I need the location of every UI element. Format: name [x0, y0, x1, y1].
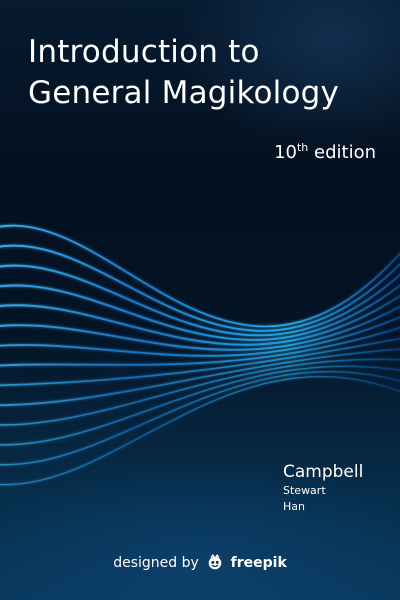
credit-prefix: designed by: [113, 555, 199, 571]
edition-label: [274, 141, 376, 163]
title-line-2: General Magikology: [28, 75, 340, 111]
freepik-logo-icon: [207, 554, 223, 570]
edition-number: 10: [274, 142, 297, 163]
designer-credit: [0, 554, 400, 571]
wave-line: [0, 256, 400, 335]
author-secondary: Stewart: [283, 484, 326, 497]
author-primary: Campbell: [283, 462, 364, 482]
wave-line: [0, 243, 400, 331]
author-tertiary: Han: [283, 500, 305, 513]
credit-brand: freepik: [230, 555, 287, 571]
title-line-1: Introduction to: [28, 34, 260, 70]
edition-suffix: th: [296, 141, 309, 154]
author-list: [283, 461, 363, 515]
book-title: [28, 32, 388, 114]
edition-word: edition: [314, 142, 376, 163]
wave-line: [0, 226, 400, 327]
